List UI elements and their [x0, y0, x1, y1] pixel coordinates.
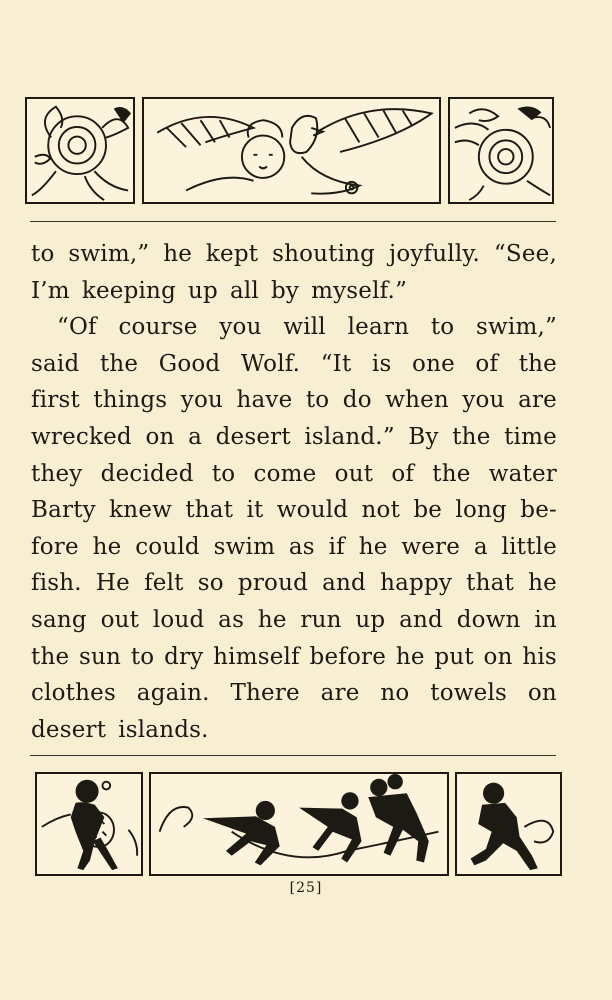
word: shouting	[272, 241, 376, 267]
word: of	[391, 460, 415, 487]
word: felt	[144, 570, 184, 597]
word: would	[276, 497, 349, 524]
word: up	[355, 606, 386, 633]
top-left-rose-panel	[25, 97, 135, 204]
rose-icon	[27, 99, 133, 202]
word: time	[504, 423, 557, 450]
word: he	[358, 533, 388, 560]
word: himself	[213, 643, 300, 670]
word: in	[534, 606, 557, 633]
word: Barty	[31, 497, 96, 524]
text-line	[31, 602, 557, 639]
top-center-cherub-eagle-panel	[142, 97, 441, 204]
text-line	[31, 492, 557, 529]
text-line	[31, 382, 557, 419]
word: not	[361, 497, 401, 524]
word: the	[452, 423, 491, 450]
word: do	[342, 387, 372, 414]
word: loud	[152, 606, 205, 633]
word: first	[31, 387, 80, 414]
word: you	[462, 387, 505, 414]
word: so	[197, 570, 224, 597]
word: no	[380, 680, 410, 707]
word: and	[322, 570, 366, 597]
page-number: [25]	[289, 880, 323, 896]
word: little	[501, 533, 557, 560]
text-line	[31, 309, 557, 346]
word: to	[211, 460, 236, 487]
word: his	[522, 643, 557, 670]
word: he	[163, 241, 193, 267]
word: they	[31, 460, 83, 487]
word: be	[413, 497, 443, 524]
word: learn	[347, 314, 410, 341]
top-rule	[30, 221, 556, 222]
word: Good	[158, 350, 221, 377]
word: he	[92, 533, 122, 560]
word: myself.”	[311, 277, 408, 304]
word: “Of	[57, 314, 97, 341]
word: happy	[380, 570, 453, 597]
cherub-and-eagle-icon	[144, 99, 439, 202]
word: “It	[320, 350, 352, 377]
word: clothes	[31, 680, 116, 707]
word: will	[283, 314, 326, 341]
bottom-center-monkey-chain-panel	[149, 772, 449, 876]
text-line	[31, 419, 557, 456]
word: Wolf.	[240, 350, 301, 377]
word: come	[253, 460, 317, 487]
word: fore	[31, 533, 79, 560]
word: swim,”	[68, 241, 150, 267]
word: are	[320, 680, 360, 707]
word: have	[236, 387, 293, 414]
word: fish.	[31, 570, 82, 597]
text-line	[31, 675, 557, 712]
text-line	[31, 236, 557, 273]
word: course	[118, 314, 198, 341]
word: kept	[205, 241, 259, 267]
word: as	[218, 606, 245, 633]
bottom-left-monkey-panel	[35, 772, 143, 876]
word: proud	[237, 570, 309, 597]
word: to	[31, 241, 55, 267]
word: a	[188, 423, 202, 450]
word: things	[93, 387, 168, 414]
body-text	[31, 236, 557, 748]
word: if	[328, 533, 345, 560]
word: as	[288, 533, 315, 560]
text-line	[31, 529, 557, 566]
word: long	[455, 497, 507, 524]
word: are	[518, 387, 557, 414]
word: the	[31, 643, 70, 670]
word: keeping	[81, 277, 176, 304]
word: could	[135, 533, 200, 560]
word: on	[527, 680, 557, 707]
text-line	[31, 456, 557, 493]
word: put	[434, 643, 474, 670]
word: island.”	[304, 423, 395, 450]
word: is	[371, 350, 392, 377]
word: on	[483, 643, 513, 670]
word: the	[432, 460, 471, 487]
word: sang	[31, 606, 87, 633]
word: dry	[164, 643, 204, 670]
text-line	[31, 565, 557, 602]
word: to	[130, 643, 155, 670]
word: it	[246, 497, 264, 524]
word: run	[300, 606, 342, 633]
word: By	[408, 423, 439, 450]
word: all	[229, 277, 259, 304]
word: I’m	[31, 277, 70, 304]
word: desert	[31, 716, 107, 743]
word: he	[528, 570, 557, 597]
word: wrecked	[31, 423, 132, 450]
word: of	[475, 350, 499, 377]
word: the	[518, 350, 557, 377]
word: swim	[213, 533, 276, 560]
word: the	[99, 350, 139, 377]
word: by	[270, 277, 300, 304]
word: on	[145, 423, 175, 450]
word: joyfully.	[388, 241, 481, 267]
word: He	[95, 570, 130, 597]
word: out	[100, 606, 140, 633]
word: that	[466, 570, 514, 597]
bottom-rule	[30, 755, 556, 756]
word: said	[31, 350, 80, 377]
word: sun	[79, 643, 122, 670]
text-line	[31, 712, 557, 749]
word: to	[305, 387, 330, 414]
monkey-with-pineapple-icon	[37, 774, 141, 874]
word: you	[180, 387, 224, 414]
word: “See,	[493, 241, 557, 267]
word: islands.	[118, 716, 209, 743]
word: again.	[136, 680, 210, 707]
word: and	[399, 606, 443, 633]
word: he	[395, 643, 425, 670]
bottom-right-monkey-panel	[455, 772, 562, 876]
word: water	[488, 460, 557, 487]
word: were	[401, 533, 461, 560]
word: down	[456, 606, 521, 633]
word: you	[219, 314, 262, 341]
word: one	[412, 350, 455, 377]
word: when	[385, 387, 449, 414]
text-line	[31, 346, 557, 383]
word: he	[257, 606, 287, 633]
word: to	[430, 314, 455, 341]
text-line	[31, 639, 557, 676]
word: swim,”	[476, 314, 557, 341]
word: that	[185, 497, 234, 524]
word: out	[334, 460, 374, 487]
word: up	[188, 277, 218, 304]
word: desert	[215, 423, 291, 450]
word: before	[309, 643, 387, 670]
rose-icon	[450, 99, 552, 202]
word: towels	[430, 680, 508, 707]
word: There	[230, 680, 300, 707]
text-line	[31, 273, 557, 310]
monkey-chain-icon	[151, 774, 447, 874]
running-monkey-icon	[457, 774, 560, 874]
top-right-rose-panel	[448, 97, 554, 204]
word: a	[473, 533, 488, 560]
word: knew	[109, 497, 173, 524]
word: be-	[520, 497, 557, 524]
word: decided	[100, 460, 194, 487]
